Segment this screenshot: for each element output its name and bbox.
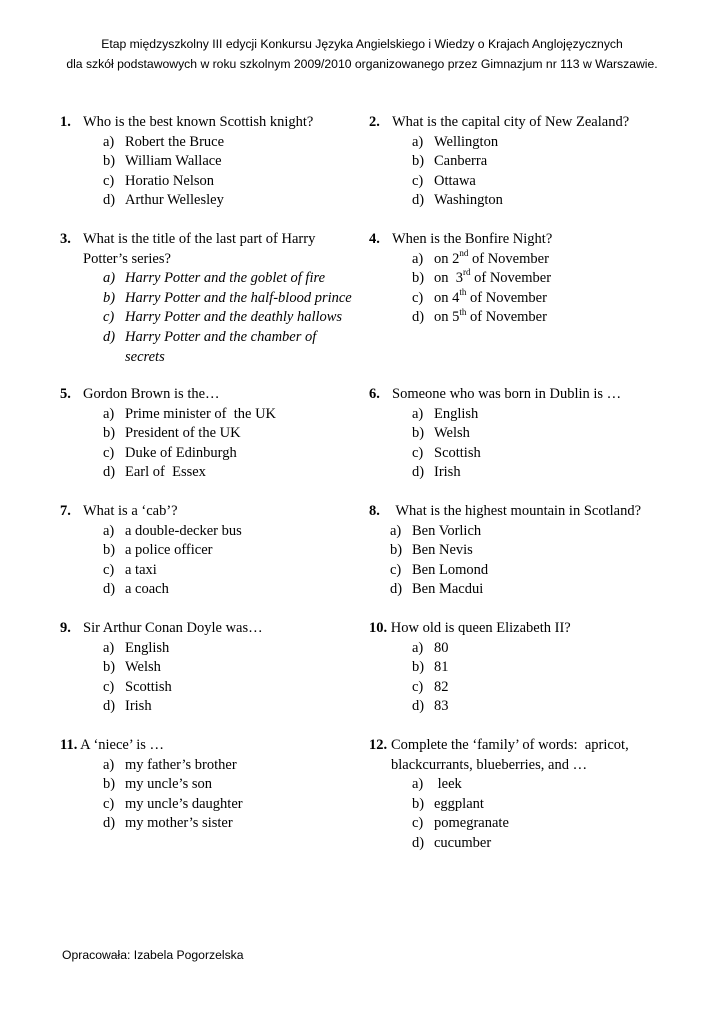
answer-option[interactable]: a) English	[103, 639, 170, 656]
question-4	[369, 230, 669, 328]
answer-options	[369, 775, 669, 853]
answer-option[interactable]: d) Irish	[412, 464, 461, 481]
answer-option[interactable]: d) Irish	[103, 698, 152, 715]
answer-option[interactable]: a) leek	[412, 776, 462, 793]
question-text: What is the title of the last part of Harry Potter’s series?	[83, 231, 316, 267]
answer-options	[369, 522, 669, 600]
document-header	[0, 34, 724, 74]
question-text: Sir Arthur Conan Doyle was…	[83, 620, 263, 636]
answer-options	[369, 133, 669, 211]
answer-options	[60, 133, 350, 211]
answer-option[interactable]: c) Ottawa	[412, 172, 476, 189]
question-10	[369, 619, 669, 717]
question-9	[60, 619, 350, 717]
question-text: When is the Bonfire Night?	[392, 231, 553, 247]
answer-option[interactable]: c) Scottish	[412, 444, 481, 461]
answer-option[interactable]: d) Arthur Wellesley	[103, 192, 224, 209]
question-3	[60, 230, 360, 367]
answer-options	[369, 405, 669, 483]
question-text: How old is queen Elizabeth II?	[390, 620, 571, 636]
answer-option[interactable]: b) Ben Nevis	[390, 542, 473, 559]
answer-option[interactable]: d) Washington	[412, 192, 503, 209]
question-text: Who is the best known Scottish knight?	[83, 114, 314, 130]
answer-options	[60, 269, 360, 367]
question-number: 3.	[60, 231, 71, 247]
question-11	[60, 736, 350, 834]
question-text: What is the highest mountain in Scotland?	[392, 503, 642, 519]
answer-option[interactable]: b) a police officer	[103, 542, 213, 559]
answer-options	[60, 522, 350, 600]
question-number: 8.	[369, 503, 380, 519]
answer-option[interactable]: a) Wellington	[412, 133, 499, 150]
answer-option[interactable]: a) Ben Vorlich	[390, 522, 482, 539]
question-number: 4.	[369, 231, 380, 247]
answer-option[interactable]: c) Ben Lomond	[390, 561, 489, 578]
question-text: Complete the ‘family’ of words: apricot, blackcurrants, blueberries, and …	[391, 737, 633, 773]
question-12	[369, 736, 669, 854]
answer-option[interactable]: d) a coach	[103, 581, 169, 598]
answer-option[interactable]: b) eggplant	[412, 795, 484, 812]
answer-options	[369, 247, 669, 328]
question-1	[60, 113, 350, 211]
answer-option[interactable]: c) a taxi	[103, 561, 157, 578]
answer-options	[60, 756, 350, 834]
answer-option[interactable]: a) English	[412, 405, 479, 422]
question-text: Gordon Brown is the…	[83, 386, 220, 402]
question-number: 9.	[60, 620, 71, 636]
answer-option[interactable]: b) my uncle’s son	[103, 776, 212, 793]
answer-option[interactable]: d) my mother’s sister	[103, 815, 233, 832]
answer-option[interactable]: a) my father’s brother	[103, 756, 237, 773]
answer-option[interactable]: b) William Wallace	[103, 153, 222, 170]
answer-option[interactable]: c) pomegranate	[412, 815, 509, 832]
answer-option[interactable]: c) Duke of Edinburgh	[103, 444, 237, 461]
question-8	[369, 502, 669, 600]
answer-option[interactable]: d) 83	[412, 698, 449, 715]
answer-option[interactable]: a) Robert the Bruce	[103, 133, 225, 150]
answer-option[interactable]: d) on 5th of November	[412, 306, 547, 326]
answer-options	[60, 639, 350, 717]
question-number: 7.	[60, 503, 71, 519]
answer-option[interactable]: b) Welsh	[103, 659, 161, 676]
question-number: 12.	[369, 737, 388, 753]
question-number: 1.	[60, 114, 71, 130]
answer-option[interactable]: a) a double-decker bus	[103, 522, 242, 539]
answer-options	[60, 405, 350, 483]
answer-option[interactable]: b) Canberra	[412, 153, 488, 170]
question-6	[369, 385, 669, 483]
question-number: 6.	[369, 386, 380, 402]
answer-option[interactable]: b) Harry Potter and the half-blood prince	[103, 289, 352, 306]
question-text: What is the capital city of New Zealand?	[392, 114, 630, 130]
answer-option[interactable]: c) Harry Potter and the deathly hallows	[103, 309, 343, 326]
answer-option[interactable]: d) cucumber	[412, 834, 492, 851]
answer-option[interactable]: a) on 2nd of November	[412, 247, 549, 267]
answer-option[interactable]: d) Ben Macdui	[390, 581, 484, 598]
question-number: 2.	[369, 114, 380, 130]
answer-option[interactable]: b) 81	[412, 659, 449, 676]
question-number: 5.	[60, 386, 71, 402]
question-number: 10.	[369, 620, 388, 636]
answer-options	[369, 639, 669, 717]
question-7	[60, 502, 350, 600]
question-2	[369, 113, 669, 211]
question-number: 11.	[60, 737, 78, 753]
question-text: A ‘niece’ is …	[80, 737, 165, 753]
header-line-2: dla szkół podstawowych w roku szkolnym 2009/2010 organizowanego przez Gimnazjum nr 113 w Warszawie.	[66, 57, 658, 71]
header-line-1: Etap międzyszkolny III edycji Konkursu Języka Angielskiego i Wiedzy o Krajach Anglojęzycznych	[101, 37, 623, 51]
answer-option[interactable]: b) on 3rd of November	[412, 267, 552, 287]
answer-option[interactable]: d) Harry Potter and the chamber of secrets	[103, 328, 317, 365]
answer-option[interactable]: d) Earl of Essex	[103, 464, 206, 481]
answer-option[interactable]: c) my uncle’s daughter	[103, 795, 243, 812]
answer-option[interactable]: c) 82	[412, 678, 449, 695]
answer-option[interactable]: c) on 4th of November	[412, 286, 547, 306]
answer-option[interactable]: b) President of the UK	[103, 425, 241, 442]
question-5	[60, 385, 350, 483]
answer-option[interactable]: c) Scottish	[103, 678, 172, 695]
document-footer: Opracowała: Izabela Pogorzelska	[62, 948, 244, 962]
answer-option[interactable]: b) Welsh	[412, 425, 470, 442]
answer-option[interactable]: a) Harry Potter and the goblet of fire	[103, 270, 326, 287]
answer-option[interactable]: c) Horatio Nelson	[103, 172, 214, 189]
question-text: What is a ‘cab’?	[83, 503, 178, 519]
question-text: Someone who was born in Dublin is …	[392, 386, 622, 402]
answer-option[interactable]: a) 80	[412, 639, 449, 656]
answer-option[interactable]: a) Prime minister of the UK	[103, 405, 277, 422]
